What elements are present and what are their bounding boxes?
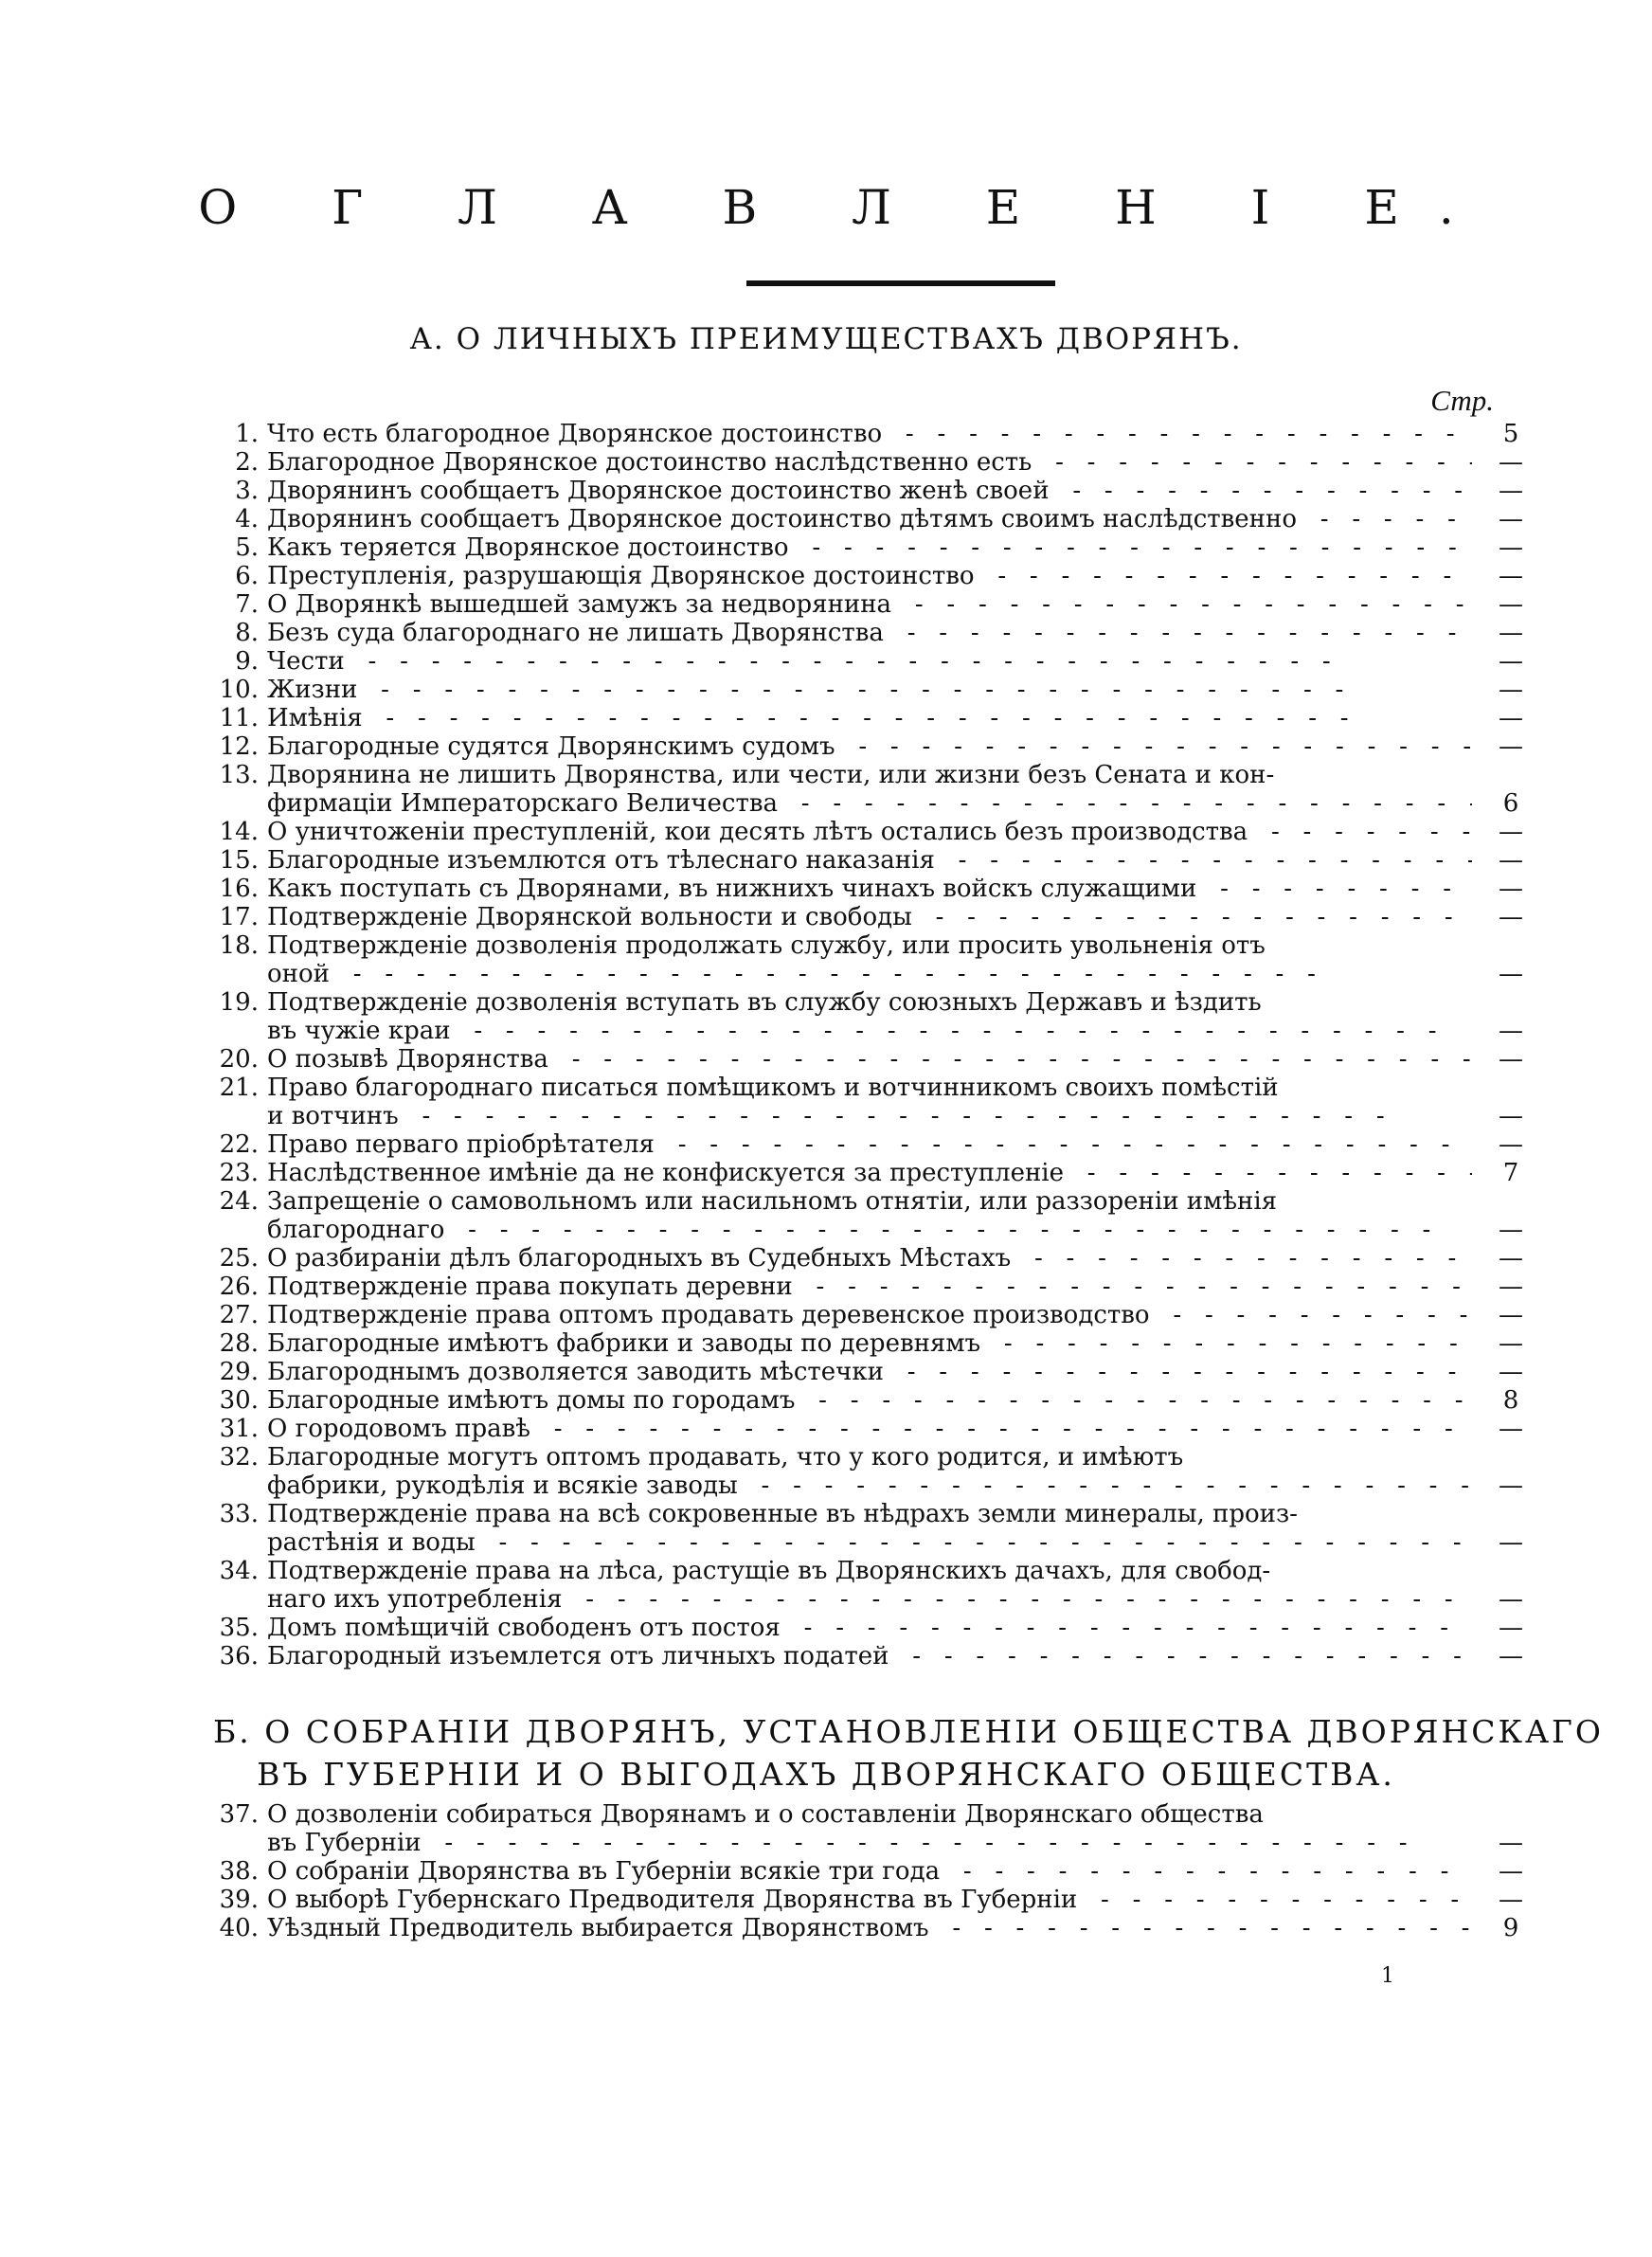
entry-number: 13.	[219, 761, 259, 789]
entry-page	[1487, 562, 1535, 590]
toc-entry	[0, 988, 1652, 1017]
entry-page	[1487, 1857, 1535, 1886]
section-b-heading-line1: Б. О СОБРАНІИ ДВОРЯНЪ, УСТАНОВЛЕНІИ ОБЩЕСТВА ДВОРЯНСКАГО	[213, 1713, 1604, 1750]
entry-page	[1487, 477, 1535, 505]
entry-page	[1487, 732, 1535, 761]
toc-entry	[0, 448, 1652, 477]
entry-title: Благородное Дворянское достоинство наслѣдственно есть - -	[267, 448, 1472, 477]
entry-title: Право благороднаго писаться помѣщикомъ и вотчинникомъ своихъ помѣстій	[267, 1074, 1279, 1102]
toc-entry	[0, 1443, 1652, 1472]
toc-entry	[0, 1216, 1652, 1244]
entry-title: О дозволеніи собираться Дворянамъ и о составленіи Дворянскаго общества	[267, 1800, 1264, 1829]
entry-title: Благородные судятся Дворянскимъ судомъ - -	[267, 732, 1472, 761]
toc-entry	[0, 1329, 1652, 1358]
entry-title: Право перваго пріобрѣтателя - -	[267, 1130, 1472, 1159]
toc-entry	[0, 505, 1652, 533]
entry-page	[1487, 619, 1535, 647]
toc-entry	[0, 1614, 1652, 1642]
entry-page	[1487, 647, 1535, 676]
section-b-entries	[0, 1800, 1652, 1942]
entry-title: Дворянина не лишить Дворянства, или чести, или жизни безъ Сената и кон-	[267, 761, 1275, 789]
entry-number: 23.	[219, 1159, 259, 1187]
entry-title: Безъ суда благороднаго не лишать Дворянства - -	[267, 619, 1472, 647]
entry-title: Благородный изъемлется отъ личныхъ податей - -	[267, 1642, 1472, 1670]
toc-entry	[0, 1500, 1652, 1528]
entry-title: Дворянинъ сообщаетъ Дворянское достоинство женѣ своей - -	[267, 477, 1472, 505]
entry-title: О позывѣ Дворянства - -	[267, 1045, 1472, 1074]
entry-title: въ Губерніи - -	[267, 1829, 1472, 1857]
entry-page	[1487, 533, 1535, 562]
entry-title: Благородные имѣютъ фабрики и заводы по деревнямъ - -	[267, 1329, 1472, 1358]
entry-page	[1487, 1301, 1535, 1329]
toc-entry	[0, 477, 1652, 505]
entry-number: 11.	[219, 704, 259, 732]
entry-number: 6.	[235, 562, 259, 590]
entry-number: 21.	[219, 1074, 259, 1102]
entry-title: О собраніи Дворянства въ Губерніи всякіе три года - -	[267, 1857, 1472, 1886]
entry-number: 29.	[219, 1358, 259, 1386]
toc-entry	[0, 903, 1652, 931]
entry-number: 17.	[219, 903, 259, 931]
toc-entry	[0, 1159, 1652, 1187]
toc-entry	[0, 1800, 1652, 1829]
entry-page: 8	[1502, 1386, 1519, 1415]
toc-entry	[0, 1642, 1652, 1670]
entry-number: 26.	[219, 1273, 259, 1301]
entry-number: 20.	[219, 1045, 259, 1074]
entry-title: Какъ теряется Дворянское достоинство - -	[267, 533, 1472, 562]
entry-title: фирмаціи Императорскаго Величества - -	[267, 789, 1472, 818]
entry-page	[1487, 1614, 1535, 1642]
entry-number: 32.	[219, 1443, 259, 1472]
entry-number: 1.	[235, 420, 259, 448]
entry-page	[1487, 960, 1535, 988]
entry-title: О выборѣ Губернскаго Предводителя Дворянства въ Губерніи - -	[267, 1886, 1472, 1914]
toc-entry	[0, 732, 1652, 761]
toc-entry	[0, 1130, 1652, 1159]
entry-page	[1487, 1829, 1535, 1857]
entry-title: Наслѣдственное имѣніе да не конфискуется за преступленіе - -	[267, 1159, 1472, 1187]
entry-number: 15.	[219, 846, 259, 875]
entry-title: оной - -	[267, 960, 1472, 988]
entry-title: Жизни - -	[267, 676, 1472, 704]
entry-number: 5.	[235, 533, 259, 562]
entry-title: О городовомъ правѣ - -	[267, 1415, 1472, 1443]
entry-title: Чести - -	[267, 647, 1472, 676]
entry-page	[1487, 676, 1535, 704]
toc-entry	[0, 1358, 1652, 1386]
toc-entry	[0, 931, 1652, 960]
entry-number: 28.	[219, 1329, 259, 1358]
toc-entry	[0, 647, 1652, 676]
entry-number: 31.	[219, 1415, 259, 1443]
entry-page: 9	[1502, 1914, 1519, 1942]
toc-entry	[0, 875, 1652, 903]
toc-entry	[0, 1528, 1652, 1557]
entry-page	[1487, 875, 1535, 903]
entry-title: Имѣнія - -	[267, 704, 1472, 732]
entry-page	[1487, 704, 1535, 732]
entry-number: 35.	[219, 1614, 259, 1642]
entry-number: 33.	[219, 1500, 259, 1528]
entry-number: 3.	[235, 477, 259, 505]
entry-number: 2.	[235, 448, 259, 477]
entry-number: 4.	[235, 505, 259, 533]
entry-title: Подтвержденіе дозволенія вступать въ службу союзныхъ Державъ и ѣздить	[267, 988, 1262, 1017]
entry-title: Подтвержденіе права оптомъ продавать деревенское производство - -	[267, 1301, 1472, 1329]
entry-page	[1487, 1273, 1535, 1301]
toc-entry	[0, 789, 1652, 818]
toc-entry	[0, 1017, 1652, 1045]
entry-title: и вотчинъ - -	[267, 1102, 1472, 1130]
toc-entry	[0, 1102, 1652, 1130]
toc-entry	[0, 960, 1652, 988]
toc-entry	[0, 1472, 1652, 1500]
entry-number: 37.	[219, 1800, 259, 1829]
section-a-entries	[0, 420, 1652, 1670]
entry-page: 5	[1502, 420, 1519, 448]
section-a-heading: А. О ЛИЧНЫХЪ ПРЕИМУЩЕСТВАХЪ ДВОРЯНЪ.	[409, 322, 1243, 356]
toc-entry	[0, 420, 1652, 448]
entry-page	[1487, 1528, 1535, 1557]
title-rule	[746, 280, 1055, 286]
entry-number: 27.	[219, 1301, 259, 1329]
entry-page	[1487, 1244, 1535, 1273]
entry-number: 24.	[219, 1187, 259, 1216]
entry-title: Что есть благородное Дворянское достоинство - -	[267, 420, 1472, 448]
entry-page	[1487, 1102, 1535, 1130]
entry-title: Преступленія, разрушающія Дворянское достоинство - -	[267, 562, 1472, 590]
entry-title: Дворянинъ сообщаетъ Дворянское достоинство дѣтямъ своимъ наслѣдственно - -	[267, 505, 1472, 533]
toc-entry	[0, 533, 1652, 562]
entry-title: Подтвержденіе дозволенія продолжать службу, или просить увольненія отъ	[267, 931, 1266, 960]
entry-number: 18.	[219, 931, 259, 960]
entry-page	[1487, 1130, 1535, 1159]
entry-title: О Дворянкѣ вышедшей замужъ за недворянина - -	[267, 590, 1472, 619]
entry-title: О разбираніи дѣлъ благородныхъ въ Судебныхъ Мѣстахъ - -	[267, 1244, 1472, 1273]
entry-page	[1487, 1642, 1535, 1670]
toc-entry	[0, 619, 1652, 647]
page-column-label: Стр.	[1430, 384, 1494, 417]
entry-page	[1487, 1017, 1535, 1045]
entry-title: Благородные имѣютъ домы по городамъ - -	[267, 1386, 1472, 1415]
entry-page: 6	[1502, 789, 1519, 818]
toc-entry	[0, 846, 1652, 875]
entry-page	[1487, 1415, 1535, 1443]
entry-title: наго ихъ употребленія - -	[267, 1585, 1472, 1614]
entry-title: Подтвержденіе права на всѣ сокровенные въ нѣдрахъ земли минералы, произ-	[267, 1500, 1298, 1528]
toc-entry	[0, 1244, 1652, 1273]
entry-number: 36.	[219, 1642, 259, 1670]
entry-title: Домъ помѣщичій свободенъ отъ постоя - -	[267, 1614, 1472, 1642]
entry-title: Подтвержденіе права на лѣса, растущіе въ Дворянскихъ дачахъ, для свобод-	[267, 1557, 1271, 1585]
toc-entry	[0, 761, 1652, 789]
signature-mark: 1	[1381, 1964, 1394, 1988]
entry-title: фабрики, рукодѣлія и всякіе заводы - -	[267, 1472, 1472, 1500]
entry-number: 10.	[219, 676, 259, 704]
entry-title: въ чужіе краи - -	[267, 1017, 1472, 1045]
entry-page	[1487, 846, 1535, 875]
toc-entry	[0, 1829, 1652, 1857]
toc-entry	[0, 1074, 1652, 1102]
entry-number: 14.	[219, 818, 259, 846]
entry-number: 19.	[219, 988, 259, 1017]
section-b-heading-line2: ВЪ ГУБЕРНІИ И О ВЫГОДАХЪ ДВОРЯНСКАГО ОБЩЕСТВА.	[257, 1756, 1395, 1793]
entry-page	[1487, 1585, 1535, 1614]
entry-number: 38.	[219, 1857, 259, 1886]
entry-number: 7.	[235, 590, 259, 619]
toc-entry	[0, 562, 1652, 590]
section-b-heading	[0, 1713, 1652, 1793]
entry-title: Запрещеніе о самовольномъ или насильномъ отнятіи, или раззореніи имѣнія	[267, 1187, 1278, 1216]
entry-title: Подтвержденіе Дворянской вольности и свободы - -	[267, 903, 1472, 931]
entry-title: Благородные изъемлются отъ тѣлеснаго наказанія - -	[267, 846, 1472, 875]
entry-number: 40.	[219, 1914, 259, 1942]
entry-title: Благороднымъ дозволяется заводить мѣстечки - -	[267, 1358, 1472, 1386]
entry-title: растѣнія и воды - -	[267, 1528, 1472, 1557]
entry-title: Какъ поступать съ Дворянами, въ нижнихъ чинахъ войскъ служащими - -	[267, 875, 1472, 903]
entry-number: 39.	[219, 1886, 259, 1914]
toc-entry	[0, 1187, 1652, 1216]
entry-page	[1487, 1329, 1535, 1358]
entry-number: 12.	[219, 732, 259, 761]
toc-entry	[0, 1301, 1652, 1329]
entry-number: 30.	[219, 1386, 259, 1415]
toc-entry	[0, 1557, 1652, 1585]
entry-number: 34.	[219, 1557, 259, 1585]
entry-page	[1487, 1045, 1535, 1074]
entry-title: Уѣздный Предводитель выбирается Дворянствомъ - -	[267, 1914, 1472, 1942]
page-title: О Г Л А В Л Е Н I Е.	[198, 180, 1494, 235]
toc-entry	[0, 1914, 1652, 1942]
entry-title: благороднаго - -	[267, 1216, 1472, 1244]
entry-title: Подтвержденіе права покупать деревни - -	[267, 1273, 1472, 1301]
entry-page	[1487, 590, 1535, 619]
toc-entry	[0, 676, 1652, 704]
entry-title: Благородные могутъ оптомъ продавать, что у кого родится, и имѣютъ	[267, 1443, 1184, 1472]
entry-page	[1487, 818, 1535, 846]
toc-entry	[0, 1886, 1652, 1914]
toc-entry	[0, 1386, 1652, 1415]
entry-page	[1487, 903, 1535, 931]
entry-number: 8.	[235, 619, 259, 647]
toc-entry	[0, 1273, 1652, 1301]
entry-page	[1487, 1358, 1535, 1386]
entry-page	[1487, 1216, 1535, 1244]
toc-entry	[0, 818, 1652, 846]
entry-page	[1487, 1472, 1535, 1500]
toc-entry	[0, 1415, 1652, 1443]
entry-page	[1487, 505, 1535, 533]
toc-entry	[0, 1045, 1652, 1074]
entry-number: 25.	[219, 1244, 259, 1273]
entry-number: 9.	[235, 647, 259, 676]
toc-entry	[0, 704, 1652, 732]
entry-title: О уничтоженіи преступленій, кои десять лѣтъ остались безъ производства - -	[267, 818, 1472, 846]
toc-entry	[0, 1585, 1652, 1614]
entry-number: 16.	[219, 875, 259, 903]
entry-page	[1487, 448, 1535, 477]
toc-entry	[0, 590, 1652, 619]
entry-page	[1487, 1886, 1535, 1914]
entry-page: 7	[1502, 1159, 1519, 1187]
toc-entry	[0, 1857, 1652, 1886]
entry-number: 22.	[219, 1130, 259, 1159]
